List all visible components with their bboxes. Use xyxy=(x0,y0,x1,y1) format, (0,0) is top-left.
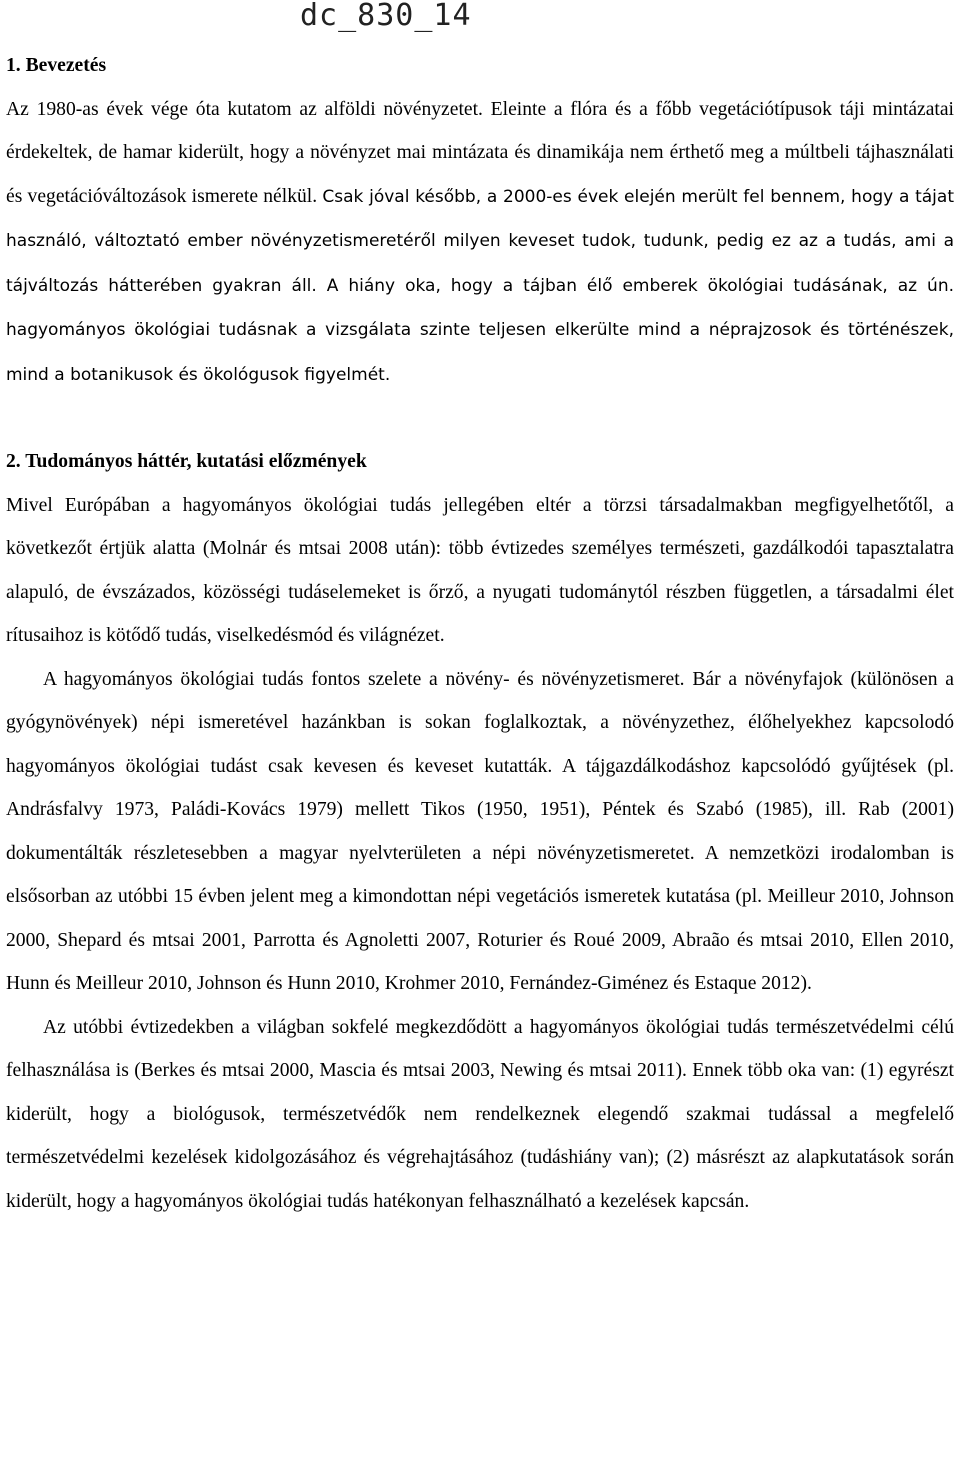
section-1-paragraph xyxy=(6,88,954,398)
section-2-paragraph-3: Az utóbbi évtizedekben a világban sokfelé megkezdődött a hagyományos ökológiai tudás természetvédelmi célú felhasználása is (Berkes és mtsai 2000, Mascia és mtsai 2003, Newing és mtsai 2011). Ennek több oka van: (1) egyrészt kiderült, hogy a biológusok, természetvédők nem rendelkeznek elegendő szakmai tudással a megfelelő természetvédelmi kezelések kidolgozásához és végrehajtásához (tudáshiány van); (2) másrészt az alapkutatások során kiderült, hogy a hagyományos ökológiai tudás hatékonyan felhasználható a kezelések kapcsán. xyxy=(6,1016,954,1212)
section-1-heading: 1. Bevezetés xyxy=(6,55,107,76)
document-body xyxy=(6,44,954,1223)
page-header-code: dc_830_14 xyxy=(300,0,472,33)
section-1-paragraph-sans-text: Csak jóval később, a 2000-es évek elején merült fel bennem, hogy a tájat használó, változtató ember növényzetismeretéről milyen keveset tudok, tudunk, pedig ez az a tudás, ami a tájváltozás hátterében gyakran áll. A hiány oka, hogy a tájban élő emberek ökológiai tudásának, az ún. hagyományos ökológiai tudásnak a vizsgálata szinte teljesen elkerülte mind a néprajzosok és történészek, mind a botanikusok és ökológusok figyelmét. xyxy=(6,186,954,385)
section-2-paragraph-1: Mivel Európában a hagyományos ökológiai tudás jellegében eltér a törzsi társadalmakban megfigyelhetőtől, a következőt értjük alatta (Molnár és mtsai 2008 után): több évtizedes személyes természeti, gazdálkodói tapasztalatra alapuló, de évszázados, közösségi tudáselemeket is őrző, a nyugati tudománytól részben független, a társadalmi élet rítusaihoz is kötődő tudás, viselkedésmód és világnézet. xyxy=(6,494,954,646)
section-2-heading: 2. Tudományos háttér, kutatási előzmények xyxy=(6,451,367,472)
section-2-paragraph-2: A hagyományos ökológiai tudás fontos szelete a növény- és növényzetismeret. Bár a növényfajok (különösen a gyógynövények) népi ismeretével hazánkban is sokan foglalkoztak, a növényzethez, élőhelyekhez kapcsolodó hagyományos ökológiai tudást csak kevesen és keveset kutatták. A tájgazdálkodáshoz kapcsolódó gyűjtések (pl. Andrásfalvy 1973, Paládi-Kovács 1979) mellett Tikos (1950, 1951), Péntek és Szabó (1985), ill. Rab (2001) dokumentálták részletesebben a magyar nyelvterületen a népi növényzetismeretet. A nemzetközi irodalomban is elsősorban az utóbbi 15 évben jelent meg a kimondottan népi vegetációs ismeretek kutatása (pl. Meilleur 2010, Johnson 2000, Shepard és mtsai 2001, Parrotta és Agnoletti 2007, Roturier és Roué 2009, Abraão és mtsai 2010, Ellen 2010, Hunn és Meilleur 2010, Johnson és Hunn 2010, Krohmer 2010, Fernández-Giménez és Estaque 2012). xyxy=(6,668,954,994)
section-1-paragraph-serif-text: Az 1980-as évek vége óta kutatom az alföldi növényzetet. Eleinte a flóra és a főbb vegetációtípusok táji mintázatai érdekeltek, de hamar kiderült, hogy a növényzet mai mintázata és dinamikája nem érthető meg a múltbeli tájhasználati és vegetációváltozások ismerete nélkül. xyxy=(6,98,954,207)
